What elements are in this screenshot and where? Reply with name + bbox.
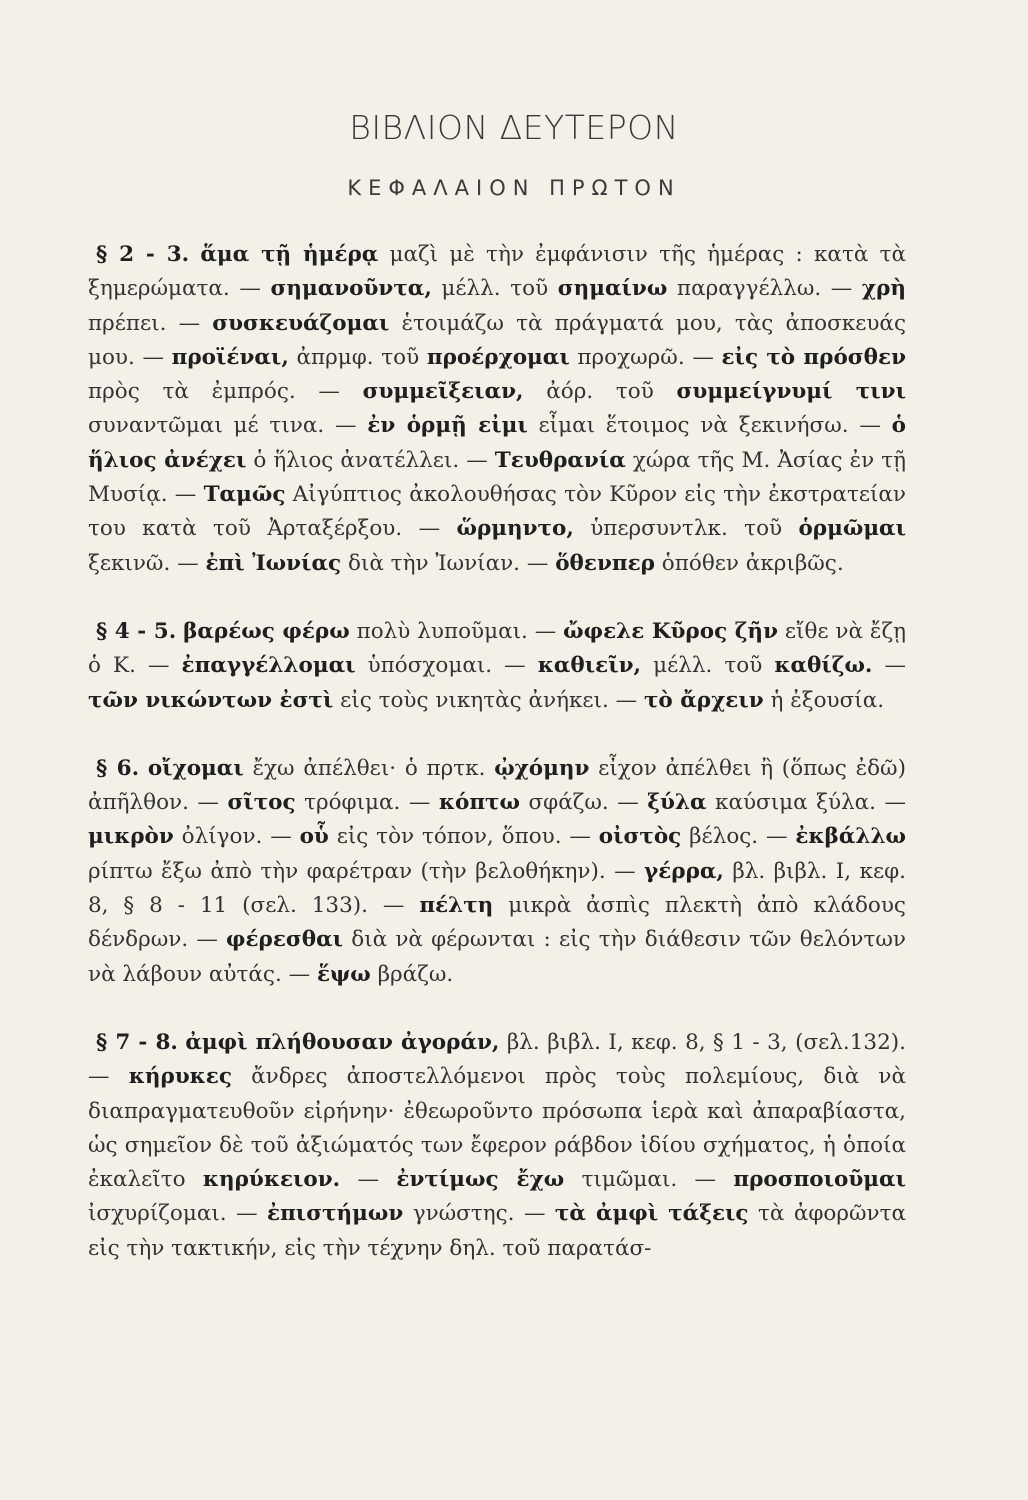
headword: οὗ	[299, 824, 329, 850]
gloss-text: ὑπόσχομαι. —	[355, 653, 538, 679]
headword: σημανοῦντα,	[270, 276, 432, 302]
gloss-text: μέλλ. τοῦ	[431, 276, 558, 302]
paragraph-text	[88, 242, 906, 576]
chapter-title: ΚΕΦΑΛΑΙΟΝ ΠΡΩΤΟΝ	[347, 176, 681, 200]
headword: χρὴ	[861, 276, 906, 302]
headword: καθίζω.	[774, 653, 873, 679]
gloss-text: μαζὶ μὲ τὴν ἐμφάνισιν τῆς ἡμέρας : κατὰ τὰ ξημερώματα. —	[88, 242, 906, 302]
headword: Τευθρανία	[494, 447, 626, 473]
gloss-text: συναντῶμαι μέ τινα. —	[88, 413, 368, 439]
headword: ξύλα	[647, 790, 707, 816]
headword: οἰστὸς	[598, 824, 682, 850]
gloss-text: ὀλίγον. —	[173, 824, 300, 850]
headword: γέρρα,	[644, 858, 724, 884]
gloss-text: πρὸς τὰ ἐμπρός. —	[88, 379, 363, 405]
gloss-text: ὁπόθεν ἀκριβῶς.	[654, 550, 844, 576]
book-title: ΒΙΒΛΙΟΝ ΔΕΥΤΕΡΟΝ	[349, 108, 679, 147]
headword: βαρέως φέρω	[183, 618, 350, 644]
gloss-text: τρόφιμα. —	[295, 790, 439, 816]
headword: τὸ ἄρχειν	[643, 687, 764, 713]
gloss-text: προχωρῶ. —	[569, 344, 722, 370]
gloss-text: βλ. βιβλ. Ι, κεφ. 8, § 8 - 11 (σελ. 133). —	[88, 858, 906, 919]
gloss-text: τὰ ἀφορῶντα εἰς τὴν τακτικήν, εἰς τὴν τέχνην δηλ. τοῦ παρατάσ-	[88, 1201, 906, 1261]
headword: καθιεῖν,	[537, 653, 642, 679]
headword: ἐντίμως ἔχω	[396, 1167, 565, 1193]
paragraph-number: § 7 - 8.	[96, 1029, 178, 1055]
gloss-text: ἀόρ. τοῦ	[523, 379, 677, 405]
headword: σημαίνω	[557, 276, 668, 302]
headword: κόπτω	[438, 790, 520, 816]
gloss-text: πρέπει. —	[88, 310, 213, 336]
gloss-text: ὁ ἥλιος ἀνατέλλει. —	[246, 447, 495, 473]
paragraph-4-5	[88, 615, 906, 718]
gloss-text: ξεκινῶ. —	[88, 550, 206, 576]
headword: τῶν νικώντων ἐστὶ	[88, 687, 334, 713]
headword: προσποιοῦμαι	[733, 1167, 906, 1193]
paragraph-7-8	[88, 1026, 906, 1266]
headword: ὅθενπερ	[555, 550, 655, 576]
headword: ἐπαγγέλλομαι	[181, 653, 356, 679]
paragraph-text	[88, 619, 906, 713]
headword: μικρὸν	[88, 824, 174, 850]
gloss-text: διὰ νὰ φέρωνται : εἰς τὴν διάθεσιν τῶν θελόντων νὰ λάβουν αὐτάς. —	[88, 927, 906, 987]
gloss-text: πολὺ λυποῦμαι. —	[349, 618, 564, 644]
headword: ᾠχόμην	[494, 755, 590, 781]
gloss-text: ἄνδρες ἀποστελλόμενοι πρὸς τοὺς πολεμίους, διὰ νὰ διαπραγματευθοῦν εἰρήνην· ἐθεωροῦντο πρόσωπα ἱερὰ καὶ ἀπαραβίαστα, ὡς σημεῖον δὲ τοῦ ἀξιώματός των ἔφερον ράβδον ἰδίου σχήματος, ἡ ὁποία ἐκαλεῖτο	[88, 1064, 906, 1193]
paragraph-2-3	[88, 238, 906, 581]
headword: ἕψω	[316, 961, 371, 987]
paragraph-6	[88, 752, 906, 992]
paragraph-text	[88, 1030, 906, 1261]
gloss-text: τιμῶμαι. —	[564, 1167, 734, 1193]
headword: οἴχομαι	[147, 755, 244, 781]
paragraph-number: § 6.	[96, 755, 140, 781]
headword: πέλτη	[419, 893, 494, 919]
headword: συμμείγνυμί τινι	[676, 379, 906, 405]
headword: συσκευάζομαι	[212, 310, 390, 336]
gloss-text: —	[340, 1167, 397, 1193]
gloss-text: εἶχον ἀπέλθει ἢ (ὅπως ἐδῶ) ἀπῆλθον. —	[88, 755, 906, 816]
gloss-text: μικρὰ ἀσπὶς πλεκτὴ ἀπὸ κλάδους δένδρων. —	[88, 893, 906, 953]
headword: εἰς τὸ πρόσθεν	[721, 344, 906, 370]
gloss-text: βλ. βιβλ. Ι, κεφ. 8, § 1 - 3, (σελ.132). —	[88, 1029, 906, 1090]
headword: ὤφελε Κῦρος ζῆν	[563, 618, 778, 644]
gloss-text: ἑτοιμάζω τὰ πράγματά μου, τὰς ἀποσκευάς μου. —	[88, 310, 906, 370]
gloss-text: ἡ ἐξουσία.	[763, 687, 885, 713]
gloss-text: Αἰγύπτιος ἀκολουθήσας τὸν Κῦρον εἰς τὴν ἐκστρατείαν του κατὰ τοῦ Ἀρταξέρξου. —	[88, 482, 906, 542]
gloss-text: διὰ τὴν Ἰωνίαν. —	[341, 550, 556, 576]
gloss-text: μέλλ. τοῦ	[641, 653, 775, 679]
gloss-text: σφάζω. —	[520, 790, 648, 816]
gloss-text: εἰς τὸν τόπον, ὅπου. —	[328, 824, 599, 850]
headword: ὥρμηντο,	[456, 516, 574, 542]
headword: προϊέναι,	[171, 344, 289, 370]
paragraph-number: § 2 - 3.	[96, 242, 190, 267]
headword: ἐπὶ Ἰωνίας	[205, 550, 342, 576]
headword: Ταμῶς	[203, 482, 286, 508]
gloss-text: ἀπρμφ. τοῦ	[288, 344, 427, 370]
gloss-text: εἴθε νὰ ἔζῃ ὁ Κ. —	[88, 618, 906, 679]
paragraph-number: § 4 - 5.	[96, 618, 177, 644]
paragraph-text	[88, 756, 906, 987]
headword: ἐπιστήμων	[267, 1201, 404, 1227]
headword: φέρεσθαι	[226, 927, 344, 953]
gloss-text: χώρα τῆς Μ. Ἀσίας ἐν τῇ Μυσίᾳ. —	[88, 447, 906, 508]
headword: κηρύκειον.	[202, 1167, 341, 1193]
headword: τὰ ἀμφὶ τάξεις	[554, 1201, 749, 1227]
gloss-text: παραγγέλλω. —	[667, 276, 862, 302]
gloss-text: ἰσχυρίζομαι. —	[88, 1201, 267, 1227]
headword: ἐκβάλλω	[795, 824, 906, 850]
headword: κήρυκες	[128, 1064, 232, 1090]
commentary-body	[88, 238, 906, 1300]
gloss-text: καύσιμα ξύλα. —	[706, 790, 906, 816]
gloss-text: εἶμαι ἕτοιμος νὰ ξεκινήσω. —	[527, 413, 892, 439]
headword: ὁ ἥλιος ἀνέχει	[88, 413, 906, 473]
gloss-text: βέλος. —	[681, 824, 796, 850]
gloss-text: ὑπερσυντλκ. τοῦ	[573, 516, 799, 542]
gloss-text: βράζω.	[370, 961, 454, 987]
headword: συμμεῖξειαν,	[362, 379, 524, 405]
headword: προέρχομαι	[426, 344, 570, 370]
headword: ἀμφὶ πλήθουσαν ἀγοράν,	[185, 1029, 500, 1055]
headword: ὁρμῶμαι	[798, 516, 907, 542]
headword: σῖτος	[227, 790, 296, 816]
headword: ἅμα τῇ ἡμέρᾳ	[200, 242, 379, 267]
gloss-text: ρίπτω ἔξω ἀπὸ τὴν φαρέτραν (τὴν βελοθήκην). —	[88, 858, 645, 884]
gloss-text: —	[872, 653, 906, 679]
gloss-text: εἰς τοὺς νικητὰς ἀνήκει. —	[333, 687, 644, 713]
gloss-text: ἔχω ἀπέλθει· ὁ πρτκ.	[243, 755, 495, 781]
gloss-text: γνώστης. —	[403, 1201, 555, 1227]
headword: ἐν ὁρμῇ εἰμι	[367, 413, 528, 439]
